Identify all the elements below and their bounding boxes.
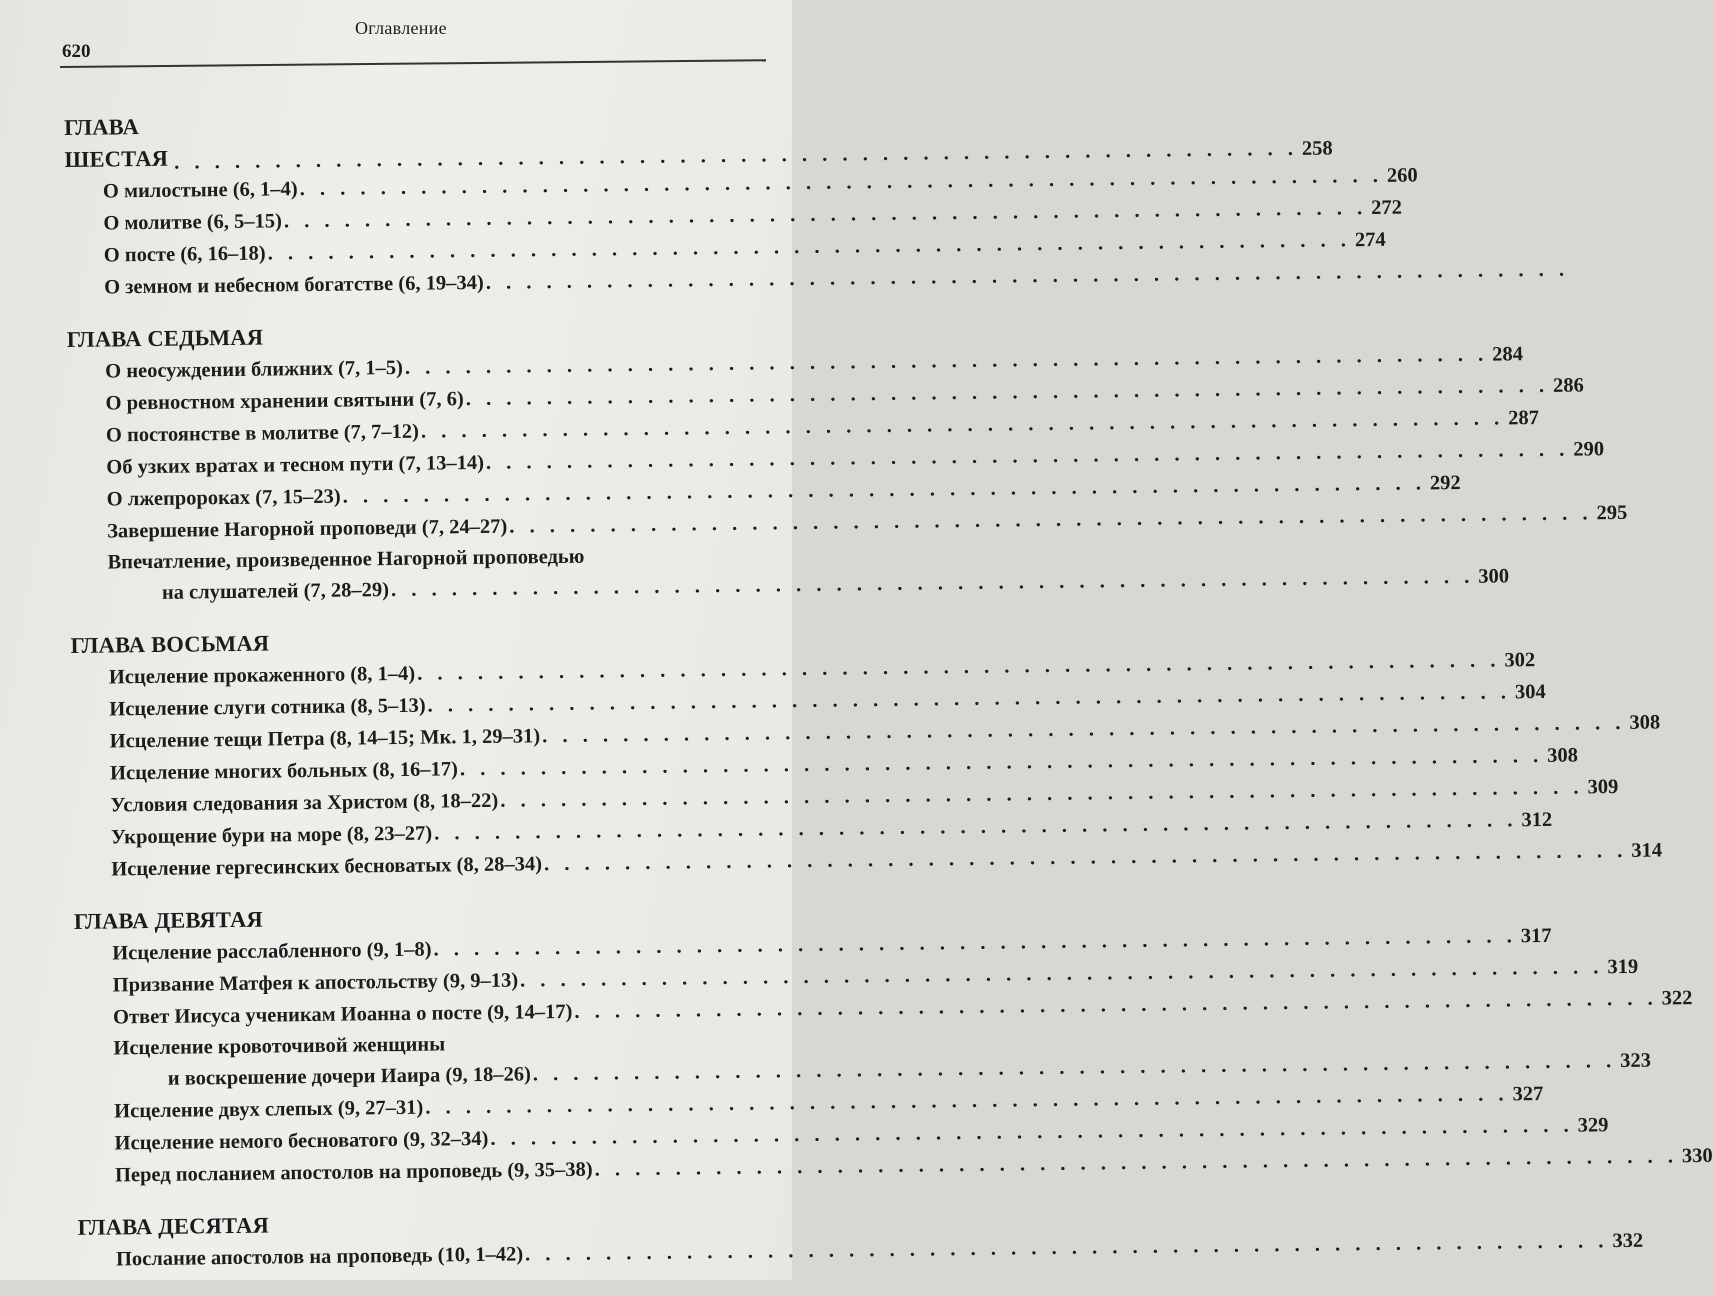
toc-entry-text: О лжепророках (7, 15–23): [106, 485, 341, 511]
toc-entry-text: Ответ Иисуса ученикам Иоанна о посте (9, 14–17): [112, 1000, 573, 1029]
running-header-title: Оглавление: [355, 18, 447, 38]
toc-page-ref: 302: [1504, 649, 1536, 672]
header-rule: [60, 59, 766, 67]
toc-entry-text: Послание апостолов на проповедь (10, 1–42): [115, 1243, 524, 1271]
chapter-title: ГЛАВА ВОСЬМАЯ: [70, 630, 270, 658]
leader-dots: . . . . . . . . . . . . . . . . . . . . . . . . . . . . . . . . . . . . . . . . . . . . . . . . . . . . . . . .: [174, 137, 1299, 174]
toc-entry-text: Условия следования за Христом (8, 18–22): [110, 789, 499, 817]
leader-dots: . . . . . . . . . . . . . . . . . . . . . . . . . . . . . . . . . . . . . . . . . . . . . . . . . . . . . .: [434, 809, 1518, 845]
toc-entry-multiline[interactable]: [107, 539, 1510, 609]
toc-entry-text: Завершение Нагорной проповеди (7, 24–27): [106, 515, 508, 543]
toc-entry-text: Исцеление слуги сотника (8, 5–13): [109, 694, 426, 721]
leader-dots: . . . . . . . . . . . . . . . . . . . . . . . . . . . . . . . . . . . . . . . . . . . . . . . . . . . . . .: [417, 649, 1501, 685]
toc-entry-text: Исцеление тещи Петра (8, 14–15; Мк. 1, 29–31): [109, 725, 541, 753]
leader-dots: . . . . . . . . . . . . . . . . . . . . . . . . . . . . . . . . . . . . . . . . . . . . . . . . . . . . . .: [283, 197, 1368, 233]
leader-dots: . . . . . . . . . . . . . . . . . . . . . . . . . . . . . . . . . . . . . . . . . . . . . . . . . . . . . .: [485, 438, 1570, 474]
toc-entry[interactable]: [104, 258, 1570, 303]
toc-entry-text-line1: Впечатление, произведенное Нагорной проповедью: [107, 545, 585, 574]
toc-entry-text: О милостыне (6, 1–4): [102, 178, 298, 203]
toc-page-ref: 308: [1547, 744, 1579, 767]
chapter-title: ГЛАВА ДЕСЯТАЯ: [77, 1212, 270, 1240]
toc-page-ref: 284: [1492, 343, 1524, 366]
chapter-nine: [73, 897, 1713, 1192]
leader-dots: . . . . . . . . . . . . . . . . . . . . . . . . . . . . . . . . . . . . . . . . . . . . . . . . . . . . . .: [574, 987, 1658, 1023]
toc-entry-text: Исцеление гергесинских бесноватых (8, 28–34): [111, 853, 543, 881]
toc-page-ref: 317: [1520, 924, 1552, 948]
toc-entry-text: Исцеление прокаженного (8, 1–4): [108, 662, 416, 689]
leader-dots: . . . . . . . . . . . . . . . . . . . . . . . . . . . . . . . . . . . . . . . . . . . . . . . . . . . . . .: [543, 839, 1628, 876]
toc-page-ref: 323: [1620, 1049, 1652, 1073]
toc-page-ref: 312: [1521, 808, 1553, 832]
toc-page-ref: 292: [1429, 471, 1461, 495]
toc-page-ref: 330: [1681, 1144, 1713, 1168]
chapter-ten: [77, 1203, 1644, 1276]
toc-entry-text: Об узких вратах и тесном пути (7, 13–14): [106, 451, 485, 479]
toc-entry-text: Призвание Матфея к апостольству (9, 9–13): [112, 969, 519, 997]
leader-dots: . . . . . . . . . . . . . . . . . . . . . . . . . . . . . . . . . . . . . . . . . . . . . . . . . . . . . .: [500, 776, 1584, 812]
leader-dots: . . . . . . . . . . . . . . . . . . . . . . . . . . . . . . . . . . . . . . . . . . . . . . . . . . . . . .: [490, 1114, 1574, 1150]
chapter-title: ГЛАВА ШЕСТАЯ: [64, 114, 169, 172]
toc-entry-text: О посте (6, 16–18): [103, 242, 266, 267]
toc-entry-text: Исцеление расслабленного (9, 1–8): [112, 938, 432, 965]
leader-dots: . . . . . . . . . . . . . . . . . . . . . . . . . . . . . . . . . . . . . . . . . . . . . . . . . . . . . .: [390, 565, 1475, 602]
toc-page-ref: 327: [1512, 1083, 1544, 1106]
leader-dots: . . . . . . . . . . . . . . . . . . . . . . . . . . . . . . . . . . . . . . . . . . . . . . . . . . . . . .: [425, 1083, 1509, 1119]
toc-page-ref: 300: [1478, 565, 1510, 588]
toc-entry-text: Перед посланием апостолов на проповедь (9, 35–38): [114, 1158, 593, 1187]
toc-page-ref: 304: [1514, 680, 1546, 704]
toc-entry-text: Исцеление немого бесноватого (9, 32–34): [114, 1127, 489, 1155]
toc-entry-text: О неосуждении ближних (7, 1–5): [105, 356, 404, 383]
leader-dots: . . . . . . . . . . . . . . . . . . . . . . . . . . . . . . . . . . . . . . . . . . . . . . . . . . . . . .: [342, 472, 1427, 508]
chapter-six: [64, 103, 1570, 304]
toc-page-ref: 258: [1301, 137, 1333, 160]
toc-page-ref: 290: [1573, 438, 1605, 461]
toc-page-ref: 260: [1386, 164, 1418, 187]
chapter-heading-row[interactable]: [64, 103, 1333, 176]
toc-entry-text: Укрощение бури на море (8, 23–27): [110, 822, 433, 849]
chapter-title: ГЛАВА ДЕВЯТАЯ: [73, 906, 264, 934]
toc-entry-text: Исцеление двух слепых (9, 27–31): [114, 1096, 424, 1123]
toc-page-ref: 295: [1596, 501, 1628, 525]
leader-dots: . . . . . . . . . . . . . . . . . . . . . . . . . . . . . . . . . . . . . . . . . . . . . . . . . . . . . .: [594, 1145, 1679, 1181]
leader-dots: . . . . . . . . . . . . . . . . . . . . . . . . . . . . . . . . . . . . . . . . . . . . . . . . . . . . . .: [404, 343, 1489, 379]
leader-dots: . . . . . . . . . . . . . . . . . . . . . . . . . . . . . . . . . . . . . . . . . . . . . . . . . . . . . .: [433, 925, 1517, 961]
leader-dots: . . . . . . . . . . . . . . . . . . . . . . . . . . . . . . . . . . . . . . . . . . . . . . . . . . . . . .: [542, 711, 1626, 748]
toc-page-ref: 332: [1612, 1229, 1644, 1253]
leader-dots: . . . . . . . . . . . . . . . . . . . . . . . . . . . . . . . . . . . . . . . . . . . . . . . . . . . . . .: [267, 229, 1352, 265]
leader-dots: . . . . . . . . . . . . . . . . . . . . . . . . . . . . . . . . . . . . . . . . . . . . . . . . . . . . . .: [465, 374, 1550, 411]
toc-entry-text: Исцеление многих больных (8, 16–17): [109, 758, 459, 785]
toc-entry-text: О ревностном хранении святыни (7, 6): [105, 388, 464, 415]
leader-dots: . . . . . . . . . . . . . . . . . . . . . . . . . . . . . . . . . . . . . . . . . . . . . . . . . . . . . .: [519, 956, 1604, 992]
page-number: 620: [62, 41, 91, 62]
toc-entry-text-line2: на слушателей (7, 28–29): [161, 579, 390, 604]
toc-entry[interactable]: [115, 1229, 1644, 1275]
chapter-seven: [66, 315, 1628, 610]
toc-entry[interactable]: [111, 839, 1663, 885]
table-of-contents: [64, 103, 1713, 1296]
leader-dots: . . . . . . . . . . . . . . . . . . . . . . . . . . . . . . . . . . . . . . . . . . . . . . . . . . . . . .: [509, 502, 1593, 538]
toc-page-ref: 308: [1629, 711, 1661, 734]
toc-entry-text-line1: Исцеление кровоточивой женщины: [113, 1033, 446, 1060]
toc-entry-text: О молитве (6, 5–15): [103, 210, 283, 235]
toc-page-ref: 329: [1577, 1114, 1609, 1137]
toc-page-ref: 287: [1508, 407, 1540, 430]
leader-dots: . . . . . . . . . . . . . . . . . . . . . . . . . . . . . . . . . . . . . . . . . . . . . . . . . . . . . .: [524, 1230, 1609, 1266]
toc-entry[interactable]: [114, 1144, 1713, 1191]
toc-page-ref: 319: [1607, 955, 1639, 979]
toc-page-ref: 314: [1631, 839, 1663, 862]
toc-entry-text: О постоянстве в молитве (7, 7–12): [105, 420, 420, 447]
leader-dots: . . . . . . . . . . . . . . . . . . . . . . . . . . . . . . . . . . . . . . . . . . . . . . . . . . . . . .: [427, 681, 1512, 717]
toc-entry-text: О земном и небесном богатстве (6, 19–34): [104, 271, 484, 299]
leader-dots: . . . . . . . . . . . . . . . . . . . . . . . . . . . . . . . . . . . . . . . . . . . . . . . . . . . . . .: [420, 407, 1505, 443]
chapter-title: ГЛАВА СЕДЬМАЯ: [66, 324, 264, 352]
toc-entry-text-line2: и воскрешение дочери Иаира (9, 18–26): [167, 1063, 531, 1090]
toc-page-ref: 286: [1552, 374, 1584, 397]
leader-dots: . . . . . . . . . . . . . . . . . . . . . . . . . . . . . . . . . . . . . . . . . . . . . . . . . . . . . .: [459, 744, 1544, 781]
leader-dots: . . . . . . . . . . . . . . . . . . . . . . . . . . . . . . . . . . . . . . . . . . . . . . . . . . . . . .: [532, 1050, 1617, 1086]
leader-dots: . . . . . . . . . . . . . . . . . . . . . . . . . . . . . . . . . . . . . . . . . . . . . . . . . . . . . .: [485, 258, 1570, 294]
leader-dots: . . . . . . . . . . . . . . . . . . . . . . . . . . . . . . . . . . . . . . . . . . . . . . . . . . . . . .: [299, 164, 1384, 201]
toc-page-ref: 322: [1661, 987, 1693, 1010]
chapter-eight: [70, 621, 1663, 886]
toc-page-ref: 309: [1587, 776, 1619, 799]
toc-page-ref: 272: [1371, 196, 1403, 220]
toc-page-ref: 274: [1354, 228, 1386, 252]
